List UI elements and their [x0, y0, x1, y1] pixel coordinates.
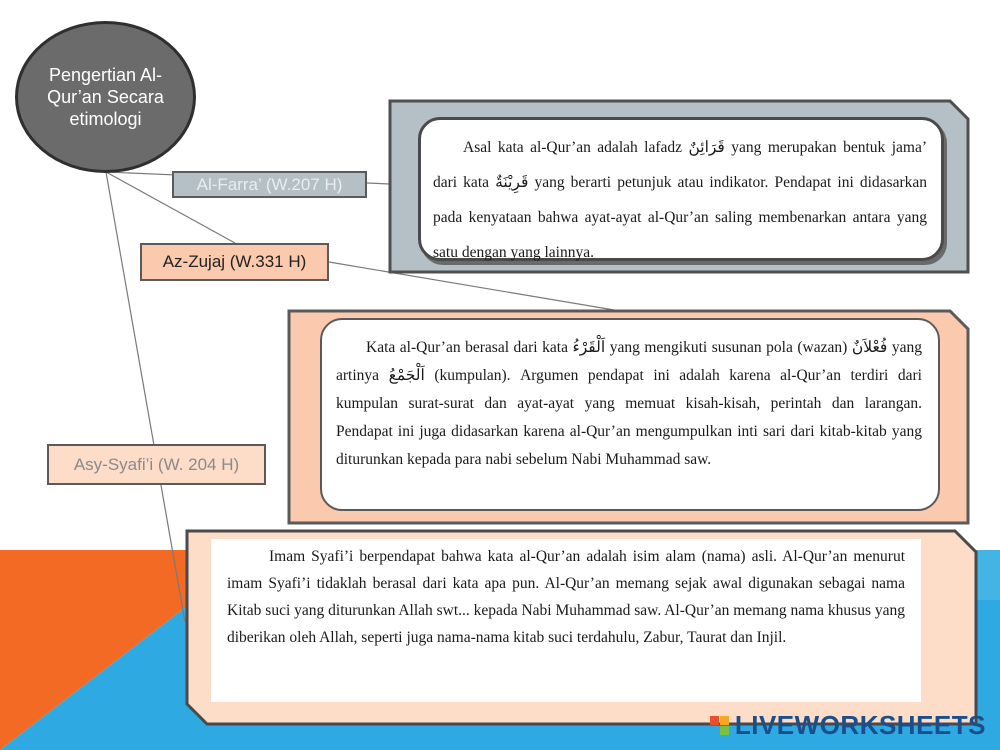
card-zujaj	[320, 318, 940, 511]
root-node-label: Pengertian Al-Qur’an Secara etimologi	[47, 65, 164, 129]
branch-label-syafii: Asy-Syafi’i (W. 204 H)	[47, 444, 266, 485]
liveworksheets-logo	[710, 711, 986, 739]
logo-square-i	[720, 716, 729, 725]
branch-label-farra: Al-Farra’ (W.207 H)	[172, 171, 367, 198]
card-zujaj-text: Kata al-Qur’an berasal dari kata اَلْقَرْءُ yang mengikuti susunan pola (wazan) فُعْلاَنٌ yang artinya اَلْجَمْعُ (kumpulan). Argumen pendapat ini adalah karena al-Qur’an terdiri dari kumpulan surat-surat dan ayat-ayat yang memuat kisah-kisah, perintah dan larangan. Pendapat ini juga didasarkan karena al-Qur’an mengumpulkan inti sari dari kitab-kitab yang diturunkan kepada para nabi sebelum Nabi Muhammad saw.	[336, 339, 922, 468]
logo-text: LIVEWORKSHEETS	[734, 709, 986, 740]
card-farra-text: Asal kata al-Qur’an adalah lafadz قَرَائِنٌ yang merupakan bentuk jama’ dari kata قَرِيْنَةٌ yang berarti petunjuk atau indikator. Pendapat ini didasarkan pada kenyataan bahwa ayat-ayat al-Qur’an saling membenarkan antara yang satu dengan yang lainnya.	[433, 139, 927, 261]
logo-square-l	[710, 716, 719, 725]
logo-mark-icon	[710, 716, 729, 735]
logo-square-e	[720, 726, 729, 735]
card-syafii	[211, 539, 921, 702]
card-syafii-text: Imam Syafi’i berpendapat bahwa kata al-Qur’an adalah isim alam (nama) asli. Al-Qur’an menurut imam Syafi’i tidaklah berasal dari kata apa pun. Al-Qur’an memang sejak awal digunakan sebagai nama Kitab suci yang diturunkan Allah swt... kepada Nabi Muhammad saw. Al-Qur’an memang nama khusus yang diberikan oleh Allah, seperti juga nama-nama kitab suci terdahulu, Zabur, Taurat dan Injil.	[227, 548, 905, 646]
logo-square-v	[710, 726, 719, 735]
root-node	[15, 21, 196, 173]
card-farra	[418, 117, 944, 261]
branch-label-zujaj: Az-Zujaj (W.331 H)	[140, 243, 329, 281]
